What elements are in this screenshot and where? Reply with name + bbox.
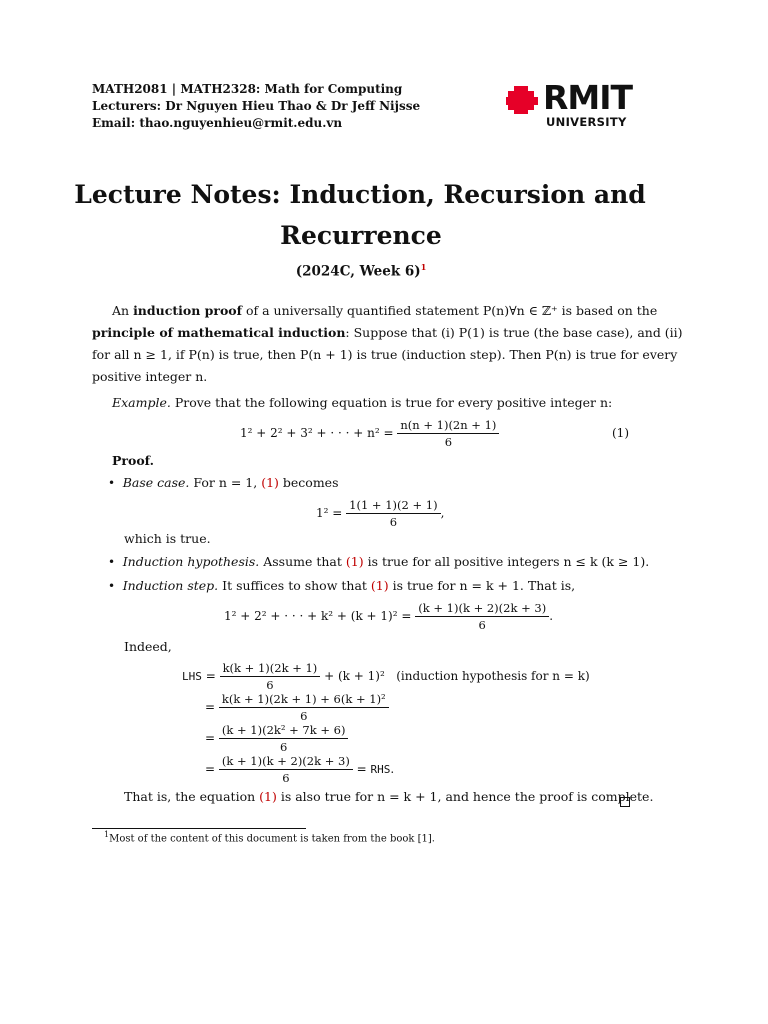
induction-step-item: • Induction step. It suffices to show that (1) is true for n = k + 1. That is, [108,578,576,593]
equation-1-fraction: $\frac{n(n + 1)(2n + 1)}{6}$ [397,418,499,449]
eq-ref-link[interactable]: (1) [370,578,389,593]
page-title: Lecture Notes: Induction, Recursion and [74,180,646,209]
intro-line-3: for all n ≥ 1, if P(n) is true, then P(n + 1) is true (induction step). Then P(n) is true for every [92,347,678,362]
course-line: MATH2081 | MATH2328: Math for Computing [92,82,403,96]
derivation-row-2: = $\frac{\text{k(k + 1)(2k + 1) + 6(k + 1)²}}{6}$ [205,692,389,723]
conclusion-text: That is, the equation (1) is also true for n = k + 1, and hence the proof is complete. [124,789,654,804]
email-line: Email: thao.nguyenhieu@rmit.edu.vn [92,116,343,130]
footnote-rule [92,828,306,829]
rmit-logo [506,78,646,130]
intro-line-4: positive integer n. [92,369,208,384]
proof-label: Proof. [112,453,154,468]
indeed-text: Indeed, [124,639,172,654]
footnote: $^1$Most of the content of this document is taken from the book [1]. [104,830,435,845]
base-case-item: • Base case. For n = 1, (1) becomes [108,475,339,490]
equation-number: (1) [612,426,629,440]
eq-ref-link[interactable]: (1) [261,475,279,490]
lecturers-line: Lecturers: Dr Nguyen Hieu Thao & Dr Jeff Nijsse [92,99,421,113]
hypothesis-item: • Induction hypothesis. Assume that (1) is true for all positive integers n ≤ k (k ≥ 1). [108,554,650,569]
page-title-line2: Recurrence [280,221,442,250]
base-case-result: which is true. [124,531,211,546]
derivation-row-1: LHS = $\frac{k(k + 1)(2k + 1)}{6}$ + (k + 1)² (induction hypothesis for n = k) [182,661,590,692]
intro-line-1: An induction proof of a universally quantified statement P(n)∀n ∈ ℤ⁺ is based on the [112,303,658,318]
rmit-logo-text: RMIT [543,78,633,117]
rmit-logo-subtext: UNIVERSITY [546,115,627,129]
derivation-row-3: = $\frac{\text{(k + 1)(2k² + 7k + 6)}}{6}$ [205,723,348,754]
footnote-ref[interactable]: 1 [420,262,427,272]
derivation-row-4: = $\frac{(k + 1)(k + 2)(2k + 3)}{6}$ = RHS. [205,754,395,785]
qed-symbol [620,792,630,811]
eq-ref-link[interactable]: (1) [345,554,364,569]
induction-step-equation: 1² + 2² + · · · + k² + (k + 1)² = $\frac{(k + 1)(k + 2)(2k + 3)}{6}$ . [224,601,554,632]
example-statement: Example. Prove that the following equation is true for every positive integer n: [112,395,613,410]
intro-line-2: principle of mathematical induction: Suppose that (i) P(1) is true (the base case), and (ii) [92,325,683,340]
page-subtitle: (2024C, Week 6)$^1$ [295,262,427,280]
eq-ref-link[interactable]: (1) [259,789,277,804]
base-case-equation: 1² = $\frac{1(1 + 1)(2 + 1)}{6}$ , [316,498,445,529]
equation-1: 1² + 2² + 3² + · · · + n² = $\frac{n(n + 1)(2n + 1)}{6}$ [240,418,499,449]
